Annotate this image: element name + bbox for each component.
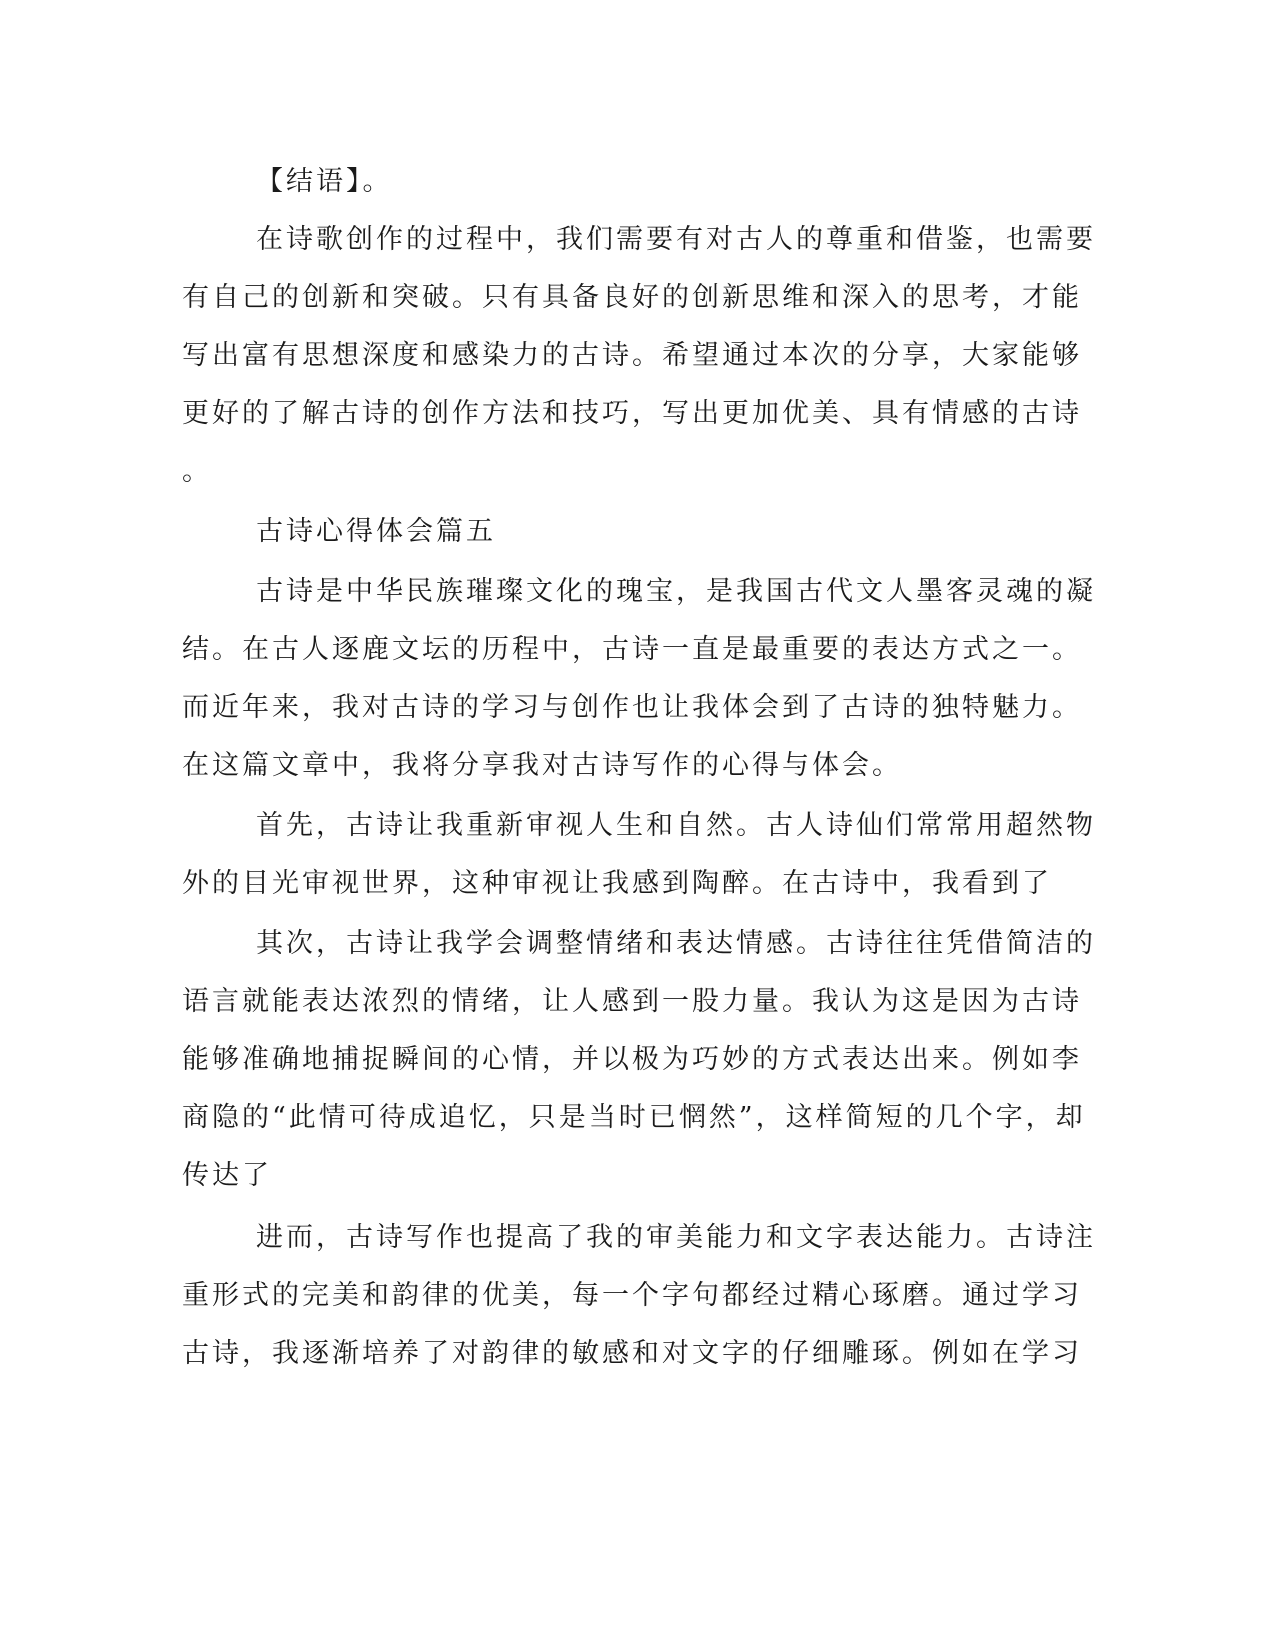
text-line: 能够准确地捕捉瞬间的心情，并以极为巧妙的方式表达出来。例如李 — [182, 1044, 1082, 1075]
text-line: 传达了 — [182, 1160, 272, 1191]
text-line: 语言就能表达浓烈的情绪，让人感到一股力量。我认为这是因为古诗 — [182, 986, 1082, 1017]
text-line: 有自己的创新和突破。只有具备良好的创新思维和深入的思考，才能 — [182, 282, 1082, 313]
text-line: 在诗歌创作的过程中，我们需要有对古人的尊重和借鉴，也需要 — [256, 224, 1096, 255]
text-line: 结。在古人逐鹿文坛的历程中，古诗一直是最重要的表达方式之一。 — [182, 634, 1082, 665]
text-line: 写出富有思想深度和感染力的古诗。希望通过本次的分享，大家能够 — [182, 340, 1082, 371]
text-line: 外的目光审视世界，这种审视让我感到陶醉。在古诗中，我看到了 — [182, 868, 1052, 899]
section-heading: 古诗心得体会篇五 — [256, 516, 496, 547]
text-line: 其次，古诗让我学会调整情绪和表达情感。古诗往往凭借简洁的 — [256, 928, 1096, 959]
text-line: 而近年来，我对古诗的学习与创作也让我体会到了古诗的独特魅力。 — [182, 692, 1082, 723]
text-line: 商隐的“此情可待成追忆，只是当时已惘然”，这样简短的几个字，却 — [182, 1102, 1086, 1133]
text-line: 重形式的完美和韵律的优美，每一个字句都经过精心琢磨。通过学习 — [182, 1280, 1082, 1311]
text-line: 在这篇文章中，我将分享我对古诗写作的心得与体会。 — [182, 750, 902, 781]
heading-conclusion: 【结语】。 — [256, 166, 393, 197]
text-line: 更好的了解古诗的创作方法和技巧，写出更加优美、具有情感的古诗 — [182, 398, 1082, 429]
text-line: 古诗是中华民族璀璨文化的瑰宝，是我国古代文人墨客灵魂的凝 — [256, 576, 1096, 607]
text-line: 进而，古诗写作也提高了我的审美能力和文字表达能力。古诗注 — [256, 1222, 1096, 1253]
text-line: 古诗，我逐渐培养了对韵律的敏感和对文字的仔细雕琢。例如在学习 — [182, 1338, 1082, 1369]
text-line: 首先，古诗让我重新审视人生和自然。古人诗仙们常常用超然物 — [256, 810, 1096, 841]
text-line: 。 — [182, 456, 212, 487]
